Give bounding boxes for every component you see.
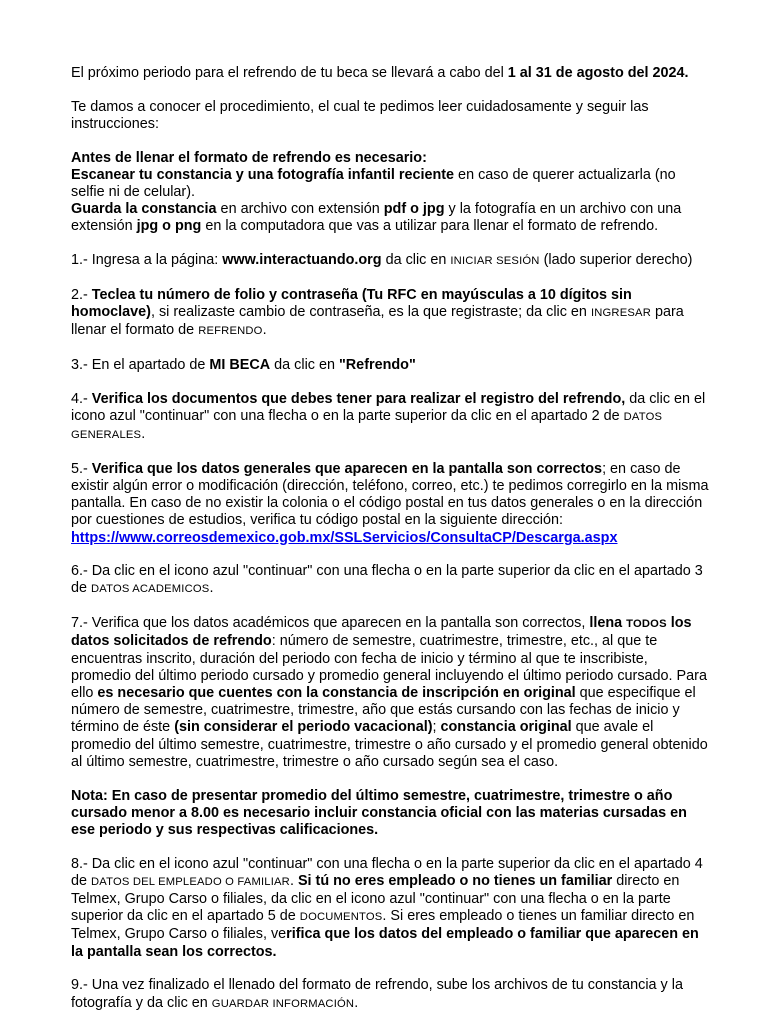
text-smallcaps: DATOS ACADEMICOS: [91, 583, 210, 596]
text: .: [289, 872, 298, 889]
paragraph-step-9: [71, 977, 711, 1012]
text-bold: Verifica los documentos que debes tener para realizar el registro del refrendo,: [91, 390, 626, 407]
text: da clic en: [381, 252, 451, 269]
text: , si realizaste cambio de contraseña, es la que registraste; da clic en: [150, 304, 591, 321]
correos-postal-code-link[interactable]: https://www.correosdemexico.gob.mx/SSLServicios/ConsultaCP/Descarga.aspx: [71, 529, 618, 546]
text: .: [354, 994, 359, 1011]
text: que avale el promedio del último semestre, cuatrimestre, trimestre o año cursado y el promedio general obtenido al último semestre, cuatrimestre, trimestre o año cursado según sea el caso.: [71, 719, 708, 770]
paragraph-step-3: [71, 357, 711, 374]
text: en la computadora que vas a utilizar para llenar el formato de refrendo.: [201, 218, 659, 235]
text: Te damos a conocer el procedimiento, el cual te pedimos leer cuidadosamente y seguir las instrucciones:: [71, 98, 649, 132]
text-smallcaps: REFRENDO: [198, 325, 263, 338]
text: en archivo con extensión: [216, 201, 384, 218]
text-bold: MI BECA: [209, 356, 271, 373]
text: 8.- Da clic en el icono azul "continuar" con una flecha o en la parte superior da clic en el apartado 4 de: [71, 855, 703, 889]
paragraph-step-7: [71, 615, 711, 771]
paragraph-intro: [71, 99, 711, 133]
text-bold: los datos solicitados de refrendo: [71, 615, 692, 650]
text-bold: constancia original: [440, 719, 572, 736]
text-smallcaps: DATOS DEL EMPLEADO O FAMILIAR: [91, 875, 290, 888]
text-smallcaps: GUARDAR INFORMACIÓN: [211, 997, 355, 1010]
text: . Si eres empleado o tienes un familiar directo en Telmex, Grupo Carso o filiales,: [71, 908, 695, 943]
paragraph-step-8: [71, 856, 711, 961]
text-bold: "Refrendo": [338, 356, 416, 373]
text: 7.- Verifica que los datos académicos que aparecen en la pantalla son correctos,: [71, 615, 590, 632]
text-bold: 1 al 31 de agosto del 2024.: [507, 65, 689, 81]
text-bold: (sin considerar el periodo vacacional): [174, 719, 433, 736]
text: 6.- Da clic en el icono azul "continuar" con una flecha o en la parte superior da clic en el apartado 3 de: [71, 563, 703, 597]
text: 4.-: [71, 390, 92, 407]
text-smallcaps: DATOS GENERALES: [71, 410, 663, 442]
text: ;: [432, 719, 441, 736]
paragraph-step-2: [71, 287, 711, 341]
text: 5.-: [71, 460, 92, 477]
note-text: Nota: En caso de presentar promedio del último semestre, cuatrimestre, trimestre o año cursado menor a 8.00 es necesario incluir constancia oficial con las materias cursadas en ese periodo y sus respectivas calificaciones.: [71, 787, 687, 838]
paragraph-step-5: [71, 461, 711, 547]
text: para llenar el formato de: [71, 304, 684, 339]
text: : número de semestre, cuatrimestre, trimestre, etc., al que te encuentras inscrito, duración del periodo con fecha de inicio y término al que te inscribiste, promedio del último periodo cursado y promedio general incluyendo el último periodo cursado. Para ello: [71, 633, 707, 701]
text-smallcaps: DOCUMENTOS: [299, 911, 383, 924]
paragraph-step-1: [71, 252, 711, 270]
text-bold: rifica que los datos del empleado o familiar que aparecen en la pantalla sean los correctos.: [71, 926, 699, 960]
paragraph-step-4: [71, 391, 711, 445]
text-bold: jpg o png: [136, 218, 202, 235]
text-bold: Guarda la constancia: [71, 201, 217, 218]
text: (lado superior derecho): [539, 252, 693, 269]
text: 1.- Ingresa a la página:: [71, 252, 223, 269]
text-bold: Escanear tu constancia y una fotografía infantil reciente: [71, 166, 455, 183]
text-bold: Si tú no eres empleado o no tienes un familiar: [297, 872, 613, 889]
paragraph-period: [71, 65, 711, 82]
text-smallcaps: INGRESAR: [590, 307, 651, 320]
text-bold-smallcaps: TODOS: [626, 618, 667, 631]
paragraph-note: [71, 788, 711, 840]
text: ve: [270, 926, 287, 943]
text-smallcaps: INICIAR SESIÓN: [450, 255, 540, 268]
text: da clic en el icono azul "continuar" con una flecha o en la parte superior da clic en el apartado 2 de: [71, 390, 706, 424]
text: da clic en: [270, 356, 339, 373]
paragraph-step-6: [71, 563, 711, 598]
text: .: [209, 580, 214, 597]
website-text: www.interactuando.org: [222, 252, 382, 269]
paragraph-requirements: [71, 150, 711, 236]
text-bold: pdf o jpg: [383, 201, 445, 218]
text-bold: Verifica que los datos generales que aparecen en la pantalla son correctos: [91, 460, 603, 477]
text: .: [262, 322, 267, 339]
text-bold: Antes de llenar el formato de refrendo es necesario:: [71, 149, 427, 166]
text: en caso de querer actualizarla (no selfie ni de celular).: [71, 166, 676, 201]
text: .: [141, 426, 146, 443]
document-body: [71, 65, 711, 1029]
text: que especifique el número de semestre, cuatrimestre, trimestre, año que estás cursando con las fechas de inicio y término de éste: [71, 684, 696, 736]
text: ; en caso de existir algún error o modificación (dirección, teléfono, correo, etc.) te pedimos corregirlo en la misma pantalla. En caso de no existir la colonia o el código postal en tus datos generales o en la dirección por cuestiones de estudios, verifica tu código postal en la siguiente dirección:: [71, 460, 709, 529]
text: El próximo periodo para el refrendo de tu beca se llevará a cabo del: [71, 65, 508, 81]
text: y la fotografía en un archivo con una extensión: [71, 201, 682, 235]
text: 2.-: [71, 286, 92, 303]
text: 9.- Una vez finalizado el llenado del formato de refrendo, sube los archivos de tu constancia y la fotografía y da clic en: [71, 977, 683, 1011]
text: 3.- En el apartado de: [71, 356, 210, 373]
text: directo en Telmex, Grupo Carso o filiales, da clic en el icono azul "continuar" con una flecha o en la parte superior da clic en el apartado 5 de: [71, 872, 680, 925]
text-bold: Teclea tu número de folio y contraseña (Tu RFC en mayúsculas a 10 dígitos sin homoclave): [71, 286, 632, 321]
text-bold: es necesario que cuentes con la constancia de inscripción en original: [97, 684, 576, 701]
text-bold: llena: [589, 615, 627, 632]
